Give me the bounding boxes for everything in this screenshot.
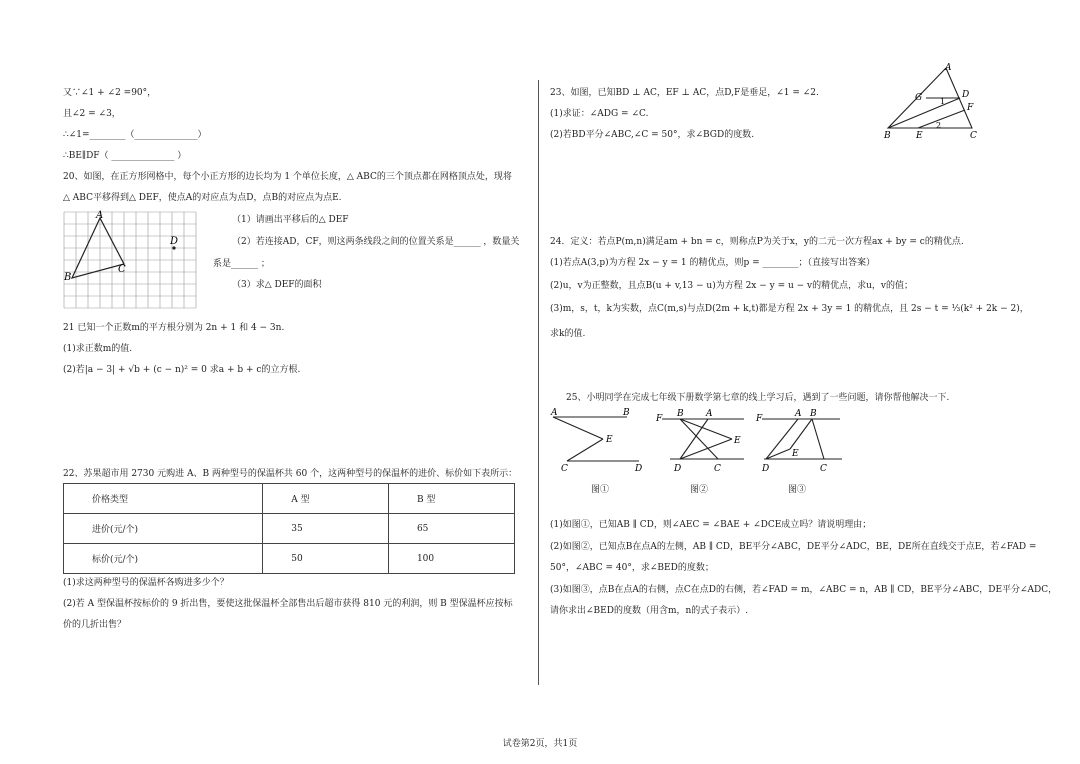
q20-stem-2: △ ABC平移得到△ DEF，使点A的对应点为点D，点B的对应点为点E. <box>63 193 342 203</box>
q20-part-1: （1）请画出平移后的△ DEF <box>232 215 349 225</box>
label-e: E <box>792 449 799 459</box>
q22-part-2b: 价的几折出售？ <box>63 620 127 630</box>
label-b: B <box>64 272 72 283</box>
table-header-cell: A 型 <box>263 484 389 514</box>
label-a: A <box>945 63 952 73</box>
label-c: C <box>820 464 827 474</box>
label-a: A <box>96 210 104 221</box>
q24-part-2: (2)u，v为正整数，且点B(u + v,13 − u)为方程 2x − y = u − v的精优点，求u，v的值； <box>550 281 914 291</box>
q22-stem: 22、苏果超市用 2730 元购进 A、B 两种型号的保温杯共 60 个，这两种型号的保温杯的进价、标价如下表所示： <box>63 469 518 479</box>
q25-stem: 25、小明同学在完成七年级下册数学第七章的线上学习后，遇到了一些问题，请你帮他解决一下. <box>566 393 950 403</box>
label-g: G <box>915 93 923 103</box>
label-c: C <box>714 464 721 474</box>
q23-part-1: (1)求证：∠ADG = ∠C. <box>550 109 649 119</box>
q21-stem: 21 已知一个正数m的平方根分别为 2n + 1 和 4 − 3n. <box>63 323 285 333</box>
segment-be <box>790 419 812 449</box>
label-e: E <box>916 131 923 140</box>
table-row <box>64 514 515 544</box>
q20-part-2: （2）若连接AD，CF，则这两条线段之间的位置关系是______ ，数量关 <box>232 237 520 247</box>
q23-triangle-figure <box>880 62 980 140</box>
q25-fig2-caption: 图② <box>690 485 709 495</box>
q25-part-2b: 50°，∠ABC = 40°，求∠BED的度数； <box>550 563 714 573</box>
label-c: C <box>118 264 126 275</box>
table-cell: 65 <box>388 514 514 544</box>
table-cell: 100 <box>388 544 514 574</box>
price-table <box>63 483 515 574</box>
q24-part-3a: (3)m，s，t，k为实数，点C(m,s)与点D(2m + k,t)都是方程 2x + 3y = 1 的精优点，且 2s − t = ⅓(k² + 2k − 2)， <box>550 304 1029 314</box>
label-c: C <box>561 464 568 474</box>
angle-2-label: 2 <box>936 121 942 130</box>
table-row <box>64 544 515 574</box>
grid-lines <box>64 212 196 308</box>
label-b: B <box>810 409 817 419</box>
q21-part-2: (2)若|a − 3| + √b + (c − n)² = 0 求a + b + c的立方根. <box>63 365 301 375</box>
table-cell: 35 <box>263 514 389 544</box>
q25-part-3a: (3)如图③，点B在点A的右侧，点C在点D的右侧，若∠FAD = m，∠ABC = n，AB ∥ CD，BE平分∠ABC，DE平分∠ADC， <box>550 585 1058 595</box>
angle-1-label: 1 <box>940 97 946 106</box>
q24-part-1: (1)若点A(3,p)为方程 2x − y = 1 的精优点，则p = ________；（直接写出答案） <box>550 258 876 268</box>
page-footer: 试卷第2页，共1页 <box>502 739 578 749</box>
q20-part-3: （3）求△ DEF的面积 <box>232 280 322 290</box>
table-cell: 进价(元/个) <box>64 514 263 544</box>
q23-stem: 23、如图，已知BD ⊥ AC，EF ⊥ AC，点D,F是垂足，∠1 = ∠2. <box>550 88 819 98</box>
q19-line-1: 又∵∠1 + ∠2 =90°， <box>63 88 157 98</box>
segment-ec <box>567 439 603 461</box>
q20-stem-1: 20、如图，在正方形网格中，每个小正方形的边长均为 1 个单位长度，△ ABC的三个顶点都在网格顶点处，现将 <box>63 172 512 182</box>
q20-grid-figure <box>58 208 208 312</box>
q21-part-1: (1)求正数m的值. <box>63 344 133 354</box>
label-f: F <box>756 414 763 424</box>
segment-bd <box>888 98 960 128</box>
q25-part-2a: (2)如图②，已知点B在点A的左侧，AB ∥ CD，BE平分∠ABC，DE平分∠ADC，BE，DE所在直线交于点E，若∠FAD = <box>550 542 1037 552</box>
segment-ad <box>680 419 708 459</box>
q19-line-4: ∴BE∥DF（ ______________ ） <box>63 151 187 161</box>
q24-part-3b: 求k的值. <box>550 329 586 339</box>
q19-line-2: 且∠2 = ∠3， <box>63 109 121 119</box>
q25-part-3b: 请你求出∠BED的度数（用含m，n的式子表示）. <box>550 606 749 616</box>
label-a: A <box>795 409 802 419</box>
label-b: B <box>623 408 630 418</box>
q25-fig1-caption: 图① <box>591 485 610 495</box>
q25-figure-1 <box>545 405 645 477</box>
label-c: C <box>970 131 977 140</box>
label-b: B <box>677 409 684 419</box>
label-b: B <box>884 131 891 140</box>
label-d: D <box>170 236 179 247</box>
label-f: F <box>967 103 974 113</box>
q25-figure-2 <box>652 405 752 477</box>
label-d: D <box>762 464 770 474</box>
column-divider <box>538 80 539 685</box>
label-a: A <box>551 408 558 418</box>
label-d: D <box>962 90 970 100</box>
table-cell: 标价(元/个) <box>64 544 263 574</box>
q23-part-2: (2)若BD平分∠ABC,∠C = 50°，求∠BGD的度数. <box>550 130 755 140</box>
table-header-cell: 价格类型 <box>64 484 263 514</box>
q22-part-2a: (2)若 A 型保温杯按标价的 9 折出售，要使这批保温杯全部售出后超市获得 810 元的利润，则 B 型保温杯应按标 <box>63 599 513 609</box>
segment-ed <box>680 439 732 459</box>
segment-bc <box>812 419 824 459</box>
segment-ae <box>553 417 603 439</box>
table-cell: 50 <box>263 544 389 574</box>
q20-part-2b: 系是______ ； <box>213 259 270 269</box>
q25-part-1: (1)如图①，已知AB ∥ CD，则∠AEC = ∠BAE + ∠DCE成立吗？请说明理由； <box>550 520 872 530</box>
q24-stem: 24．定义：若点P(m,n)满足am + bn = c，则称点P为关于x，y的二元一次方程ax + by = c的精优点. <box>550 237 964 247</box>
segment-bc <box>680 419 718 459</box>
q22-part-1: (1)求这两种型号的保温杯各购进多少个？ <box>63 578 229 588</box>
label-f: F <box>656 414 663 424</box>
q25-figure-3 <box>752 405 852 477</box>
table-header-row <box>64 484 515 514</box>
label-d: D <box>674 464 682 474</box>
table-header-cell: B 型 <box>388 484 514 514</box>
label-a: A <box>706 409 713 419</box>
q19-line-3: ∴∠1=________（______________） <box>63 130 207 140</box>
label-e: E <box>606 435 613 445</box>
label-e: E <box>734 436 741 446</box>
q25-fig3-caption: 图③ <box>788 485 807 495</box>
label-d: D <box>635 464 643 474</box>
